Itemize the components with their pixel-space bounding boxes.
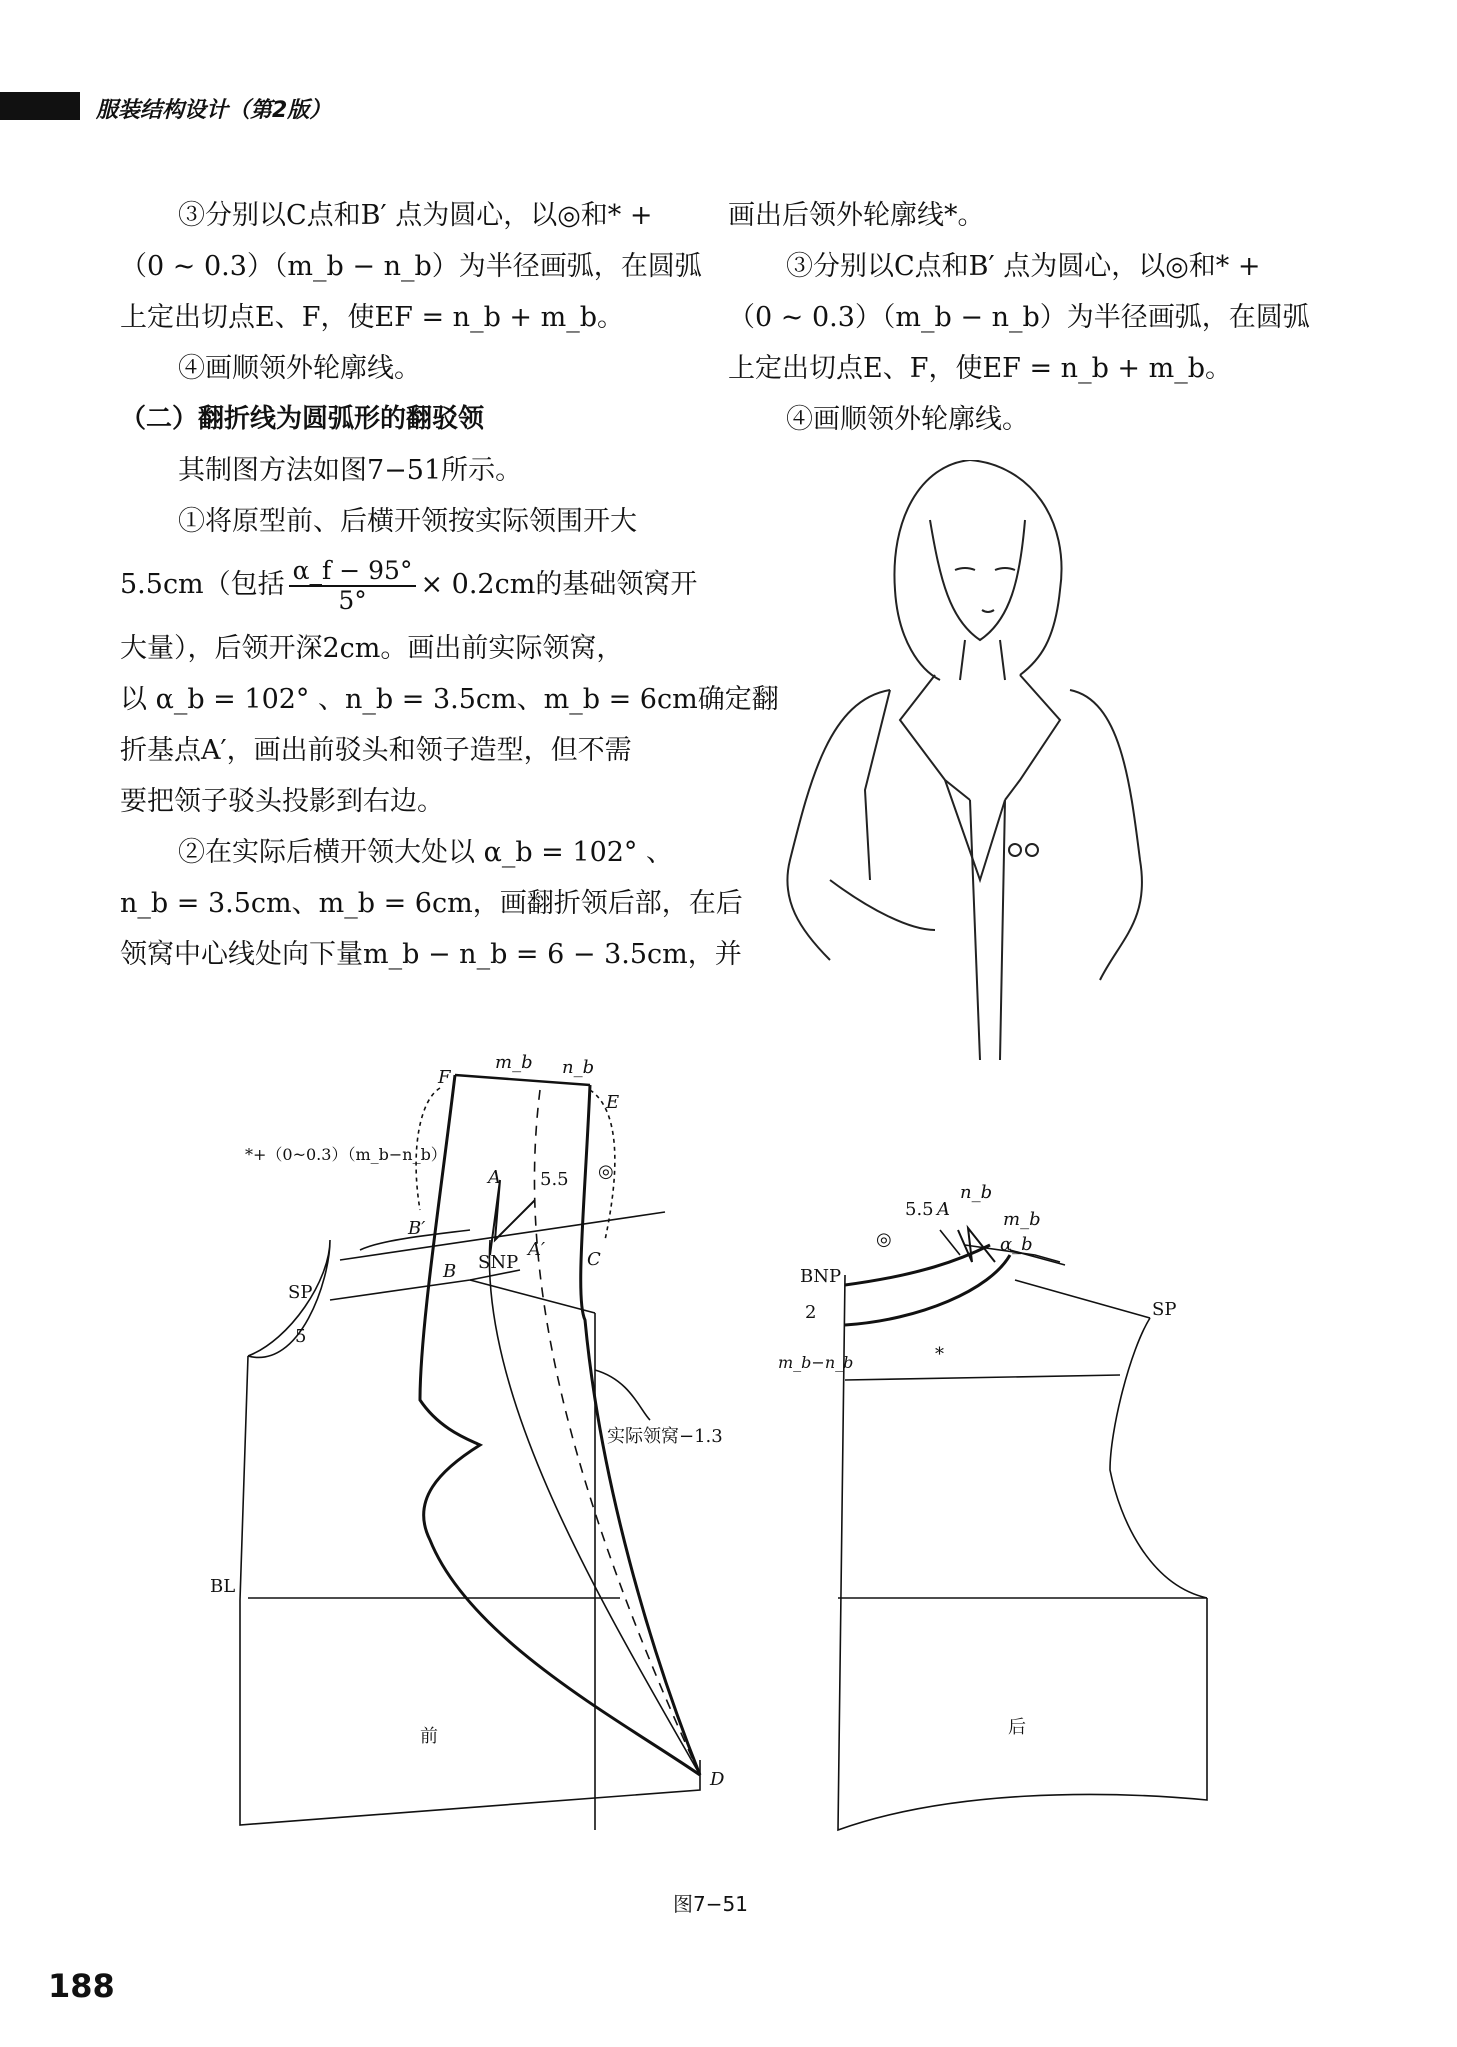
label-BL: BL xyxy=(210,1576,236,1597)
label-B: B xyxy=(443,1261,457,1282)
paragraph: 领窝中心线处向下量m_b − n_b = 6 − 3.5cm，并 xyxy=(120,939,742,970)
header-bar xyxy=(0,92,80,120)
label-radius: *+（0~0.3）（m_b−n_b） xyxy=(245,1145,447,1164)
fraction xyxy=(289,557,417,615)
section-heading: （二）翻折线为圆弧形的翻驳领 xyxy=(120,404,485,434)
label-mb-back: m_b xyxy=(1003,1209,1041,1230)
label-5: 5 xyxy=(295,1326,307,1347)
paragraph: 要把领子驳头投影到右边。 xyxy=(120,786,444,817)
paragraph: （0 ~ 0.3）（m_b − n_b）为半径画弧，在圆弧 xyxy=(728,302,1310,333)
fraction-numerator: α_f − 95° xyxy=(289,557,417,587)
label-C: C xyxy=(587,1249,601,1270)
label-A: A xyxy=(488,1167,501,1188)
label-5-5: 5.5 xyxy=(540,1169,569,1190)
paragraph: 大量），后领开深2cm。画出前实际领窝， xyxy=(120,633,624,664)
paragraph: ④画顺领外轮廓线。 xyxy=(178,353,421,384)
jacket-illustration xyxy=(770,460,1190,1060)
paragraph: 其制图方法如图7−51所示。 xyxy=(178,455,523,486)
left-column xyxy=(120,190,779,980)
paragraph: 折基点A′，画出前驳头和领子造型，但不需 xyxy=(120,735,632,766)
label-A-back: A xyxy=(937,1199,950,1220)
label-E: E xyxy=(606,1092,620,1113)
right-column xyxy=(728,190,1328,445)
label-BNP: BNP xyxy=(800,1266,842,1287)
label-mb-nb: m_b−n_b xyxy=(778,1353,854,1372)
running-header: 服装结构设计（第2版） xyxy=(96,98,332,123)
paragraph: 上定出切点E、F，使EF = n_b + m_b。 xyxy=(120,302,625,333)
back-labels xyxy=(778,1182,1176,1738)
paragraph: 上定出切点E、F，使EF = n_b + m_b。 xyxy=(728,353,1233,384)
label-2: 2 xyxy=(805,1302,817,1323)
paragraph: （0 ~ 0.3）（m_b − n_b）为半径画弧，在圆弧 xyxy=(120,251,702,282)
label-SP-back: SP xyxy=(1152,1299,1177,1320)
label-Aprime: A′ xyxy=(528,1239,546,1260)
label-D: D xyxy=(710,1769,725,1790)
label-double-circle: ◎ xyxy=(598,1161,614,1182)
label-SP-front: SP xyxy=(288,1282,313,1303)
page-number: 188 xyxy=(48,1967,115,2005)
front-labels xyxy=(210,1052,725,1790)
paragraph: ④画顺领外轮廓线。 xyxy=(786,404,1029,435)
paragraph: ③分别以C点和B′ 点为圆心，以◎和* + xyxy=(178,200,653,231)
paragraph: ③分别以C点和B′ 点为圆心，以◎和* + xyxy=(786,251,1261,282)
text: 5.5cm（包括 xyxy=(120,569,285,600)
label-back: 后 xyxy=(1008,1717,1026,1738)
paragraph: 画出后领外轮廓线*。 xyxy=(728,200,985,231)
text: × 0.2cm的基础领窝开 xyxy=(420,569,698,600)
label-double-circle-back: ◎ xyxy=(876,1229,892,1250)
paragraph: n_b = 3.5cm、m_b = 6cm，画翻折领后部，在后 xyxy=(120,888,743,919)
label-nb: n_b xyxy=(562,1057,595,1078)
figure-caption: 图7−51 xyxy=(673,1892,748,1916)
pattern-diagram xyxy=(0,1040,1457,1880)
label-5-5-back: 5.5 xyxy=(905,1199,934,1220)
label-Bprime: B′ xyxy=(408,1218,426,1239)
label-SNP: SNP xyxy=(478,1252,519,1273)
paragraph: ①将原型前、后横开领按实际领围开大 xyxy=(178,506,637,537)
label-F: F xyxy=(438,1067,451,1088)
fraction-denominator: 5° xyxy=(338,585,367,615)
paragraph: 以 α_b = 102° 、n_b = 3.5cm、m_b = 6cm确定翻 xyxy=(120,684,779,715)
label-neckline: 实际领窝−1.3 xyxy=(607,1426,723,1447)
label-alpha-b: α_b xyxy=(1000,1234,1033,1255)
formula-line xyxy=(120,547,700,623)
label-front: 前 xyxy=(420,1726,438,1747)
paragraph: ②在实际后横开领大处以 α_b = 102° 、 xyxy=(178,837,674,868)
label-star: * xyxy=(935,1344,944,1365)
label-mb: m_b xyxy=(495,1052,533,1073)
label-nb-back: n_b xyxy=(960,1182,993,1203)
